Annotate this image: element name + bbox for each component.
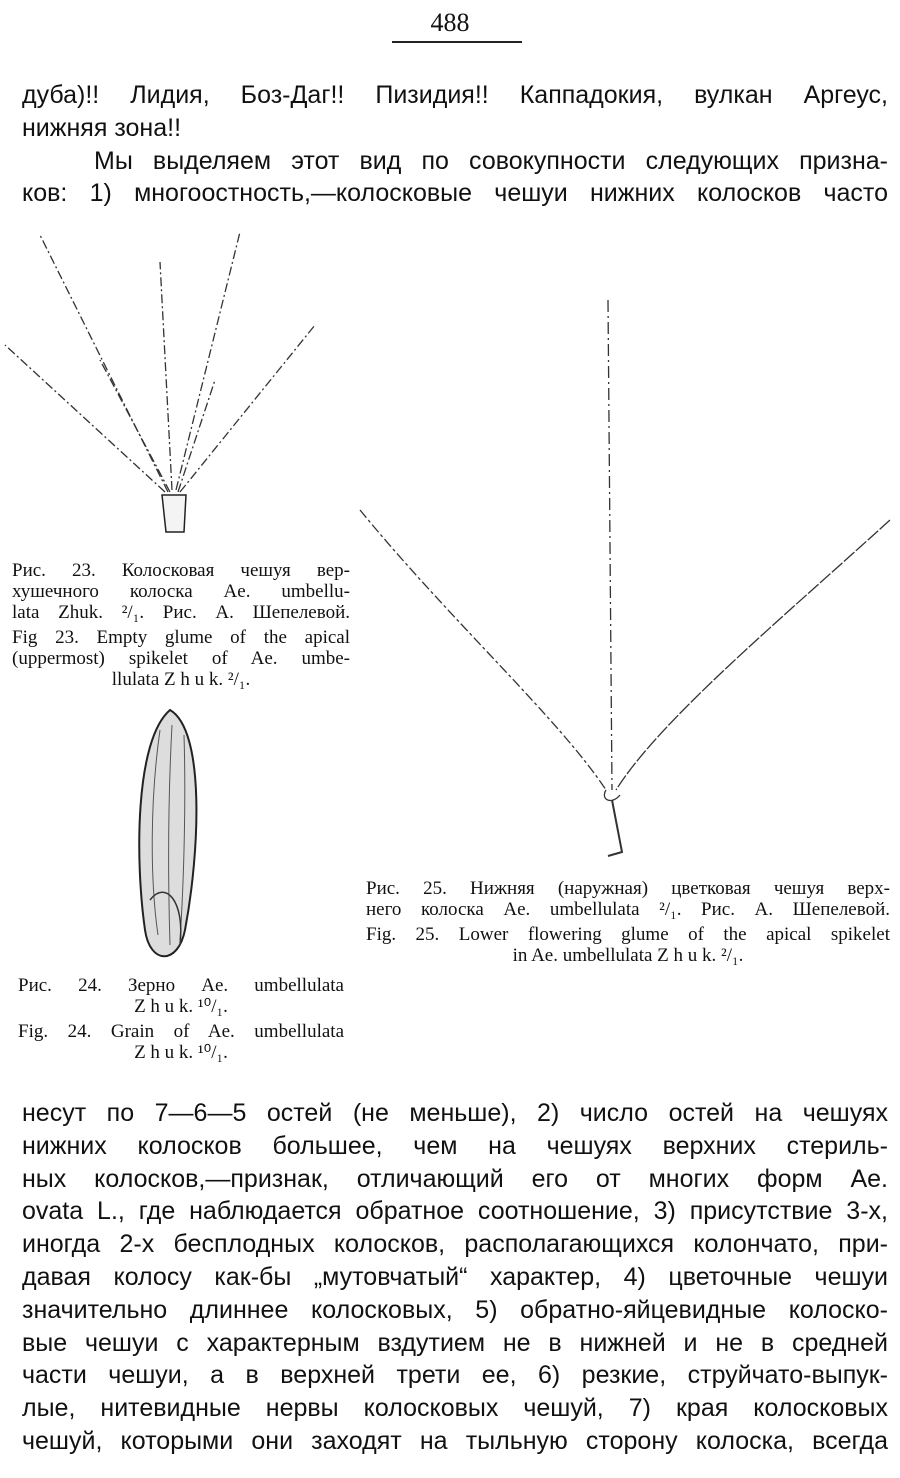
- caption-line: него колоска Ae. umbellulata ²/₁. Рис. А. Шепелевой.: [366, 899, 890, 920]
- caption-line: Fig 23. Empty glume of the apical: [12, 627, 350, 648]
- bottom-paragraph: [22, 1097, 888, 1458]
- figure-24-caption: [18, 975, 344, 1063]
- figure-23-base: [162, 495, 186, 532]
- figure-23-empty-glume: [5, 232, 315, 492]
- caption-line: Z h u k. ¹⁰/₁.: [134, 1042, 228, 1063]
- text-line: давая колосу как-бы „мутовчатый“ характер, 4) цветочные чешуи: [22, 1262, 888, 1291]
- text-line: части чешуи, а в верхней трети ее, 6) резкие, струйчато-выпук-: [22, 1361, 888, 1390]
- text-line: значительно длиннее колосковых, 5) обратно-яйцевидные колоско-: [22, 1295, 888, 1324]
- text-line: ков: 1) многоостность,—колосковые чешуи нижних колосков часто: [22, 179, 888, 208]
- text-line: Мы выделяем этот вид по совокупности следующих призна-: [94, 146, 888, 175]
- caption-line: Fig. 24. Grain of Ae. umbellulata: [18, 1021, 344, 1042]
- caption-line: in Ae. umbellulata Z h u k. ²/₁.: [512, 945, 744, 966]
- text-line: вые чешуи с характерным вздутием не в нижней и не в средней: [22, 1328, 888, 1357]
- text-line: дуба)!! Лидия, Боз-Даг!! Пизидия!! Каппадокия, вулкан Аргеус,: [22, 81, 888, 109]
- text-line: лые, нитевидные нервы колосковых чешуй, 7) края колосковых: [22, 1394, 888, 1423]
- text-line: чешуй, которыми они заходят на тыльную сторону колоска, всегда: [22, 1426, 888, 1455]
- figure-23-caption: [12, 560, 350, 690]
- caption-line: Z h u k. ¹⁰/₁.: [134, 996, 228, 1017]
- caption-line: (uppermost) spikelet of Ae. umbe-: [12, 648, 350, 669]
- figure-24-grain: [139, 710, 196, 956]
- text-line: нижних колосков большее, чем на чешуях верхних стериль-: [22, 1131, 888, 1160]
- figure-25-flowering-glume: [360, 300, 890, 856]
- page-number: 488: [430, 8, 470, 37]
- caption-line: lata Zhuk. ²/₁. Рис. А. Шепелевой.: [12, 602, 350, 623]
- caption-line: Рис. 23. Колосковая чешуя вер-: [12, 560, 350, 581]
- caption-line: llulata Z h u k. ²/₁.: [111, 669, 251, 690]
- caption-line: Рис. 24. Зерно Ae. umbellulata: [18, 975, 344, 996]
- figure-25-caption: [366, 878, 890, 966]
- text-line: ovata L., где наблюдается обратное соотношение, 3) присутствие 3-х,: [22, 1197, 888, 1226]
- text-line: несут по 7—6—5 остей (не меньше), 2) число остей на чешуях: [22, 1099, 888, 1127]
- caption-line: Рис. 25. Нижняя (наружная) цветковая чешуя верх-: [366, 878, 890, 899]
- caption-line: хушечного колоска Ae. umbellu-: [12, 581, 350, 602]
- text-line: нижняя зона!!: [22, 113, 182, 142]
- text-line: ных колосков,—признак, отличающий его от многих форм Ae.: [22, 1164, 888, 1193]
- caption-line: Fig. 25. Lower flowering glume of the apical spikelet: [366, 924, 890, 945]
- text-line: иногда 2-х бесплодных колосков, располагающихся колончато, при-: [22, 1230, 888, 1259]
